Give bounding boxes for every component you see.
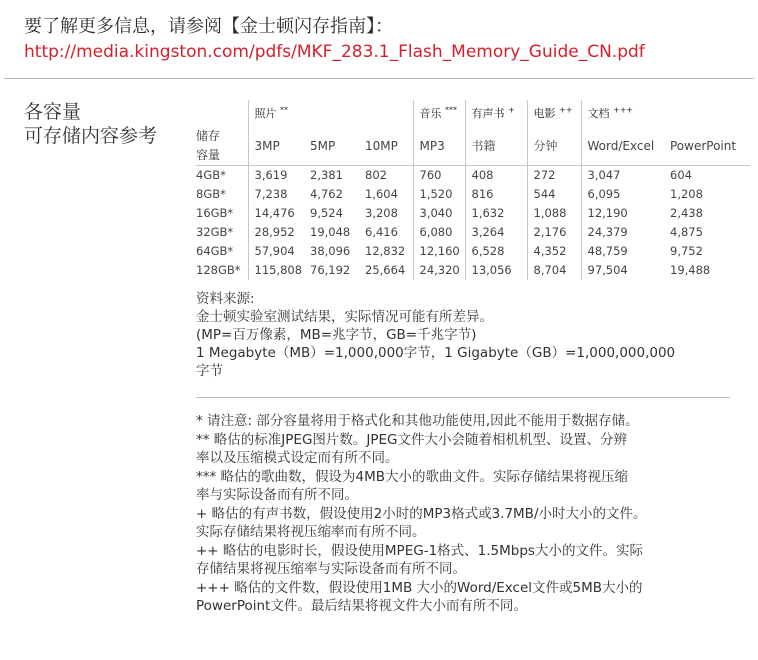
note-line: (MP=百万像素，MB=兆字节，GB=千兆字节): [196, 327, 477, 343]
footnote-line: PowerPoint文件。最后结果将视文件大小而有所不同。: [196, 598, 527, 614]
cell: 2,438: [670, 206, 703, 220]
cell: 24,379: [581, 223, 664, 242]
notes-divider: [196, 397, 730, 398]
footnote-line: 率以及压缩模式设定而有所不同。: [196, 450, 399, 466]
group-documents: 文档 +++: [581, 100, 750, 127]
cell: 1,208: [670, 187, 703, 201]
cell: 115,808: [248, 261, 304, 280]
cell: 12,832: [365, 244, 406, 258]
cell: 9,752: [670, 244, 703, 258]
cell: 3,264: [465, 223, 527, 242]
cell: 408: [465, 166, 527, 186]
note-line: 金士顿实验室测试结果，实际情况可能有所差异。: [196, 309, 493, 325]
cell: 3,208: [365, 206, 398, 220]
divider: [4, 78, 754, 79]
cell: 3,040: [413, 204, 465, 223]
cell: 64GB*: [196, 244, 234, 258]
footnote-line: 率与实际设备而有所不同。: [196, 487, 358, 503]
cell: 6,095: [581, 185, 664, 204]
footnote-line: ** 略估的标准JPEG图片数。JPEG文件大小会随着相机机型、设置、分辨: [196, 431, 628, 448]
cell: 57,904: [248, 242, 304, 261]
guide-link[interactable]: http://media.kingston.com/pdfs/MKF_283.1_Flash_Memory_Guide_CN.pdf: [24, 42, 645, 62]
note-line: 字节: [196, 363, 223, 379]
col-header: MP3: [413, 127, 465, 166]
table-row: [196, 166, 750, 186]
source-notes: [196, 290, 736, 380]
footnote-line: *** 略估的歌曲数，假设为4MB大小的歌曲文件。实际存储结果将视压缩: [196, 468, 629, 485]
col-header: 分钟: [527, 127, 581, 166]
cell: 19,048: [310, 225, 351, 239]
col-header: PowerPoint: [664, 127, 750, 166]
cell: 13,056: [465, 261, 527, 280]
cell: 4,875: [670, 225, 703, 239]
footnotes: [196, 412, 647, 616]
col-header: 5MP: [304, 127, 359, 166]
cell: 4,762: [310, 187, 343, 201]
cell: 1,632: [465, 204, 527, 223]
cell: 2,176: [527, 223, 581, 242]
column-header-row: [196, 127, 750, 166]
cell: 12,190: [581, 204, 664, 223]
section-title-line-2: 可存储内容参考: [24, 125, 158, 147]
group-music: 音乐 ***: [413, 100, 465, 127]
footnote-line: 实际存储结果将视压缩率而有所不同。: [196, 524, 426, 540]
table-row: [196, 204, 750, 223]
footnote-line: ++ 略估的电影时长，假设使用MPEG-1格式、1.5Mbps大小的文件。实际: [196, 542, 643, 559]
cell: 16GB*: [196, 206, 234, 220]
cell: 760: [413, 166, 465, 186]
cell: 128GB*: [196, 263, 241, 277]
cell: 544: [527, 185, 581, 204]
cell: 97,504: [581, 261, 664, 280]
group-movies: 电影 ++: [527, 100, 581, 127]
table-row: [196, 185, 750, 204]
cell: 1,520: [413, 185, 465, 204]
col-header: Word/Excel: [581, 127, 664, 166]
cell: 12,160: [413, 242, 465, 261]
cell: 48,759: [581, 242, 664, 261]
cell: 8GB*: [196, 187, 226, 201]
table-row: [196, 261, 750, 280]
cell: 9,524: [310, 206, 343, 220]
capacity-table: [196, 100, 750, 280]
footnote-line: * 请注意: 部分容量将用于格式化和其他功能使用,因此不能用于数据存储。: [196, 413, 639, 429]
group-audiobooks: 有声书 +: [465, 100, 527, 127]
footnote-line: 存储结果将视压缩率与实际设备而有所不同。: [196, 561, 466, 577]
cell: 6,528: [465, 242, 527, 261]
cell: 6,416: [365, 225, 398, 239]
cell: 14,476: [248, 204, 304, 223]
cell: 32GB*: [196, 225, 234, 239]
cell: 8,704: [527, 261, 581, 280]
cell: 3,619: [248, 166, 304, 186]
footnote-line: + 略估的有声书数，假设使用2小时的MP3格式或3.7MB/小时大小的文件。: [196, 505, 647, 522]
table-row: [196, 223, 750, 242]
col-header: 书籍: [465, 127, 527, 166]
col-header: 10MP: [359, 127, 413, 166]
section-title-line-1: 各容量: [24, 101, 82, 123]
note-line: 1 Megabyte（MB）=1,000,000字节，1 Gigabyte（GB）=1,000,000,000: [196, 345, 676, 361]
cell: 272: [527, 166, 581, 186]
section-title: [24, 100, 157, 148]
footnote-line: +++ 略估的文件数，假设使用1MB 大小的Word/Excel文件或5MB大小的: [196, 579, 643, 596]
cell: 6,080: [413, 223, 465, 242]
col-header: 3MP: [248, 127, 304, 166]
cell: 19,488: [670, 263, 711, 277]
group-header-row: [196, 100, 750, 127]
cell: 3,047: [581, 166, 664, 186]
cell: 38,096: [310, 244, 351, 258]
cell: 1,604: [365, 187, 398, 201]
cell: 7,238: [248, 185, 304, 204]
group-photos: 照片 **: [248, 100, 413, 127]
cell: 76,192: [310, 263, 351, 277]
cell: 4GB*: [196, 168, 226, 182]
cell: 604: [670, 168, 692, 182]
cell: 24,320: [413, 261, 465, 280]
cell: 816: [465, 185, 527, 204]
storage-header: 储存 容量: [196, 127, 248, 166]
cell: 2,381: [310, 168, 343, 182]
cell: 28,952: [248, 223, 304, 242]
note-line: 资料来源:: [196, 291, 255, 307]
cell: 802: [365, 168, 387, 182]
cell: 1,088: [527, 204, 581, 223]
cell: 4,352: [527, 242, 581, 261]
table-row: [196, 242, 750, 261]
cell: 25,664: [365, 263, 406, 277]
intro-text: 要了解更多信息，请参阅【金士顿闪存指南】：: [24, 16, 393, 37]
